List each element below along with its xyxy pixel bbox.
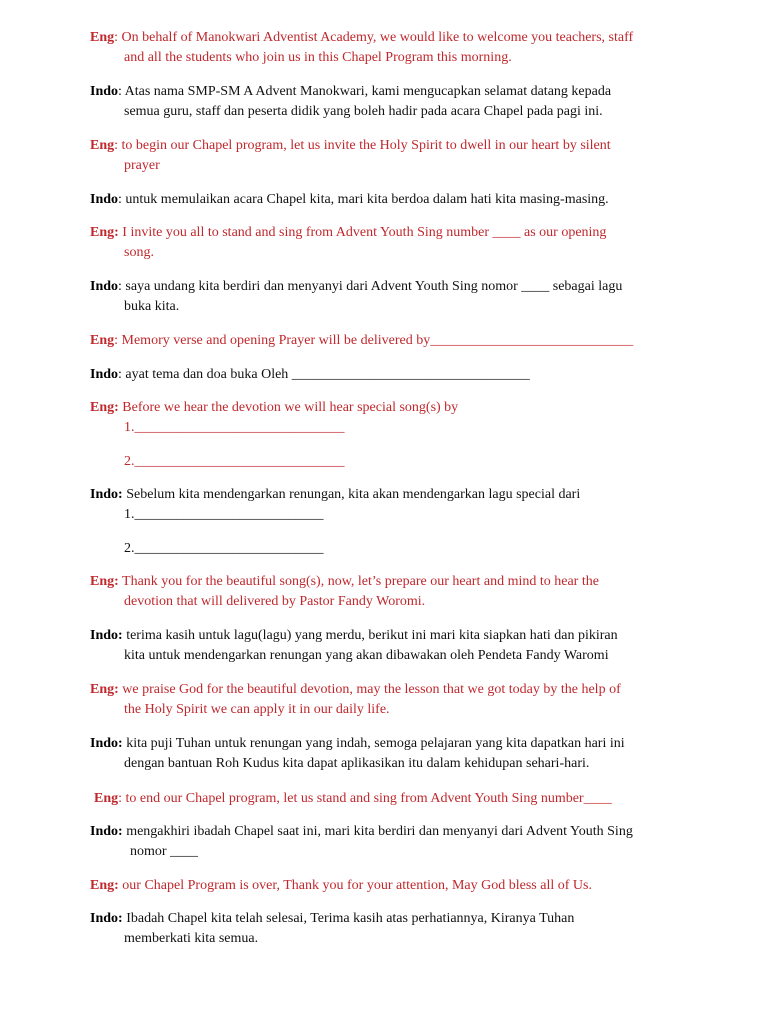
eng-praise-paragraph xyxy=(90,680,690,720)
indo-label: Indo: xyxy=(90,824,123,839)
eng-special-song-blank-2 xyxy=(90,452,690,472)
paragraph-text: Sebelum kita mendengarkan renungan, kita akan mendengarkan lagu special dari xyxy=(122,487,581,502)
paragraph-line xyxy=(90,331,690,351)
eng-label: Eng xyxy=(90,30,115,45)
paragraph-line xyxy=(90,626,690,646)
paragraph-text: : On behalf of Manokwari Adventist Academy, we would like to welcome you teachers, staff xyxy=(114,30,634,45)
indo-silent-prayer-paragraph xyxy=(90,190,690,210)
paragraph-line: nomor ____ xyxy=(130,844,199,859)
paragraph-line: kita untuk mendengarkan renungan yang akan dibawakan oleh Pendeta Fandy Waromi xyxy=(124,648,609,663)
paragraph-text: kita puji Tuhan untuk renungan yang indah, semoga pelajaran yang kita dapatkan hari ini xyxy=(122,736,625,751)
paragraph-text: terima kasih untuk lagu(lagu) yang merdu, berikut ini mari kita siapkan hati dan pikiran xyxy=(122,628,618,643)
paragraph-text: : untuk memulaikan acara Chapel kita, mari kita berdoa dalam hati kita masing-masing. xyxy=(118,192,609,207)
indo-label: Indo: xyxy=(90,911,123,926)
paragraph-text: : Atas nama SMP-SM A Advent Manokwari, kami mengucapkan selamat datang kepada xyxy=(118,84,612,99)
indo-label: Indo: xyxy=(90,628,123,643)
indo-praise-paragraph xyxy=(90,734,690,774)
eng-label: Eng: xyxy=(90,878,119,893)
eng-opening-song-paragraph xyxy=(90,223,690,263)
paragraph-line xyxy=(90,822,690,842)
paragraph-line xyxy=(90,277,690,297)
special-song-blank-1: 1.______________________________ xyxy=(124,420,345,435)
paragraph-line: buka kita. xyxy=(124,299,180,314)
paragraph-text: mengakhiri ibadah Chapel saat ini, mari kita berdiri dan menyanyi dari Advent Youth Sing xyxy=(122,824,633,839)
paragraph-line: semua guru, staff dan peserta didik yang boleh hadir pada acara Chapel pada pagi ini. xyxy=(124,104,603,119)
paragraph-text: : to begin our Chapel program, let us invite the Holy Spirit to dwell in our heart by silent xyxy=(114,138,611,153)
eng-label: Eng: xyxy=(90,400,119,415)
special-song-blank-1: 1.___________________________ xyxy=(124,507,324,522)
eng-label: Eng: xyxy=(90,682,119,697)
indo-closing-song-paragraph xyxy=(90,822,690,862)
paragraph-line xyxy=(90,876,690,896)
indo-label: Indo: xyxy=(90,487,123,502)
indo-welcome-paragraph xyxy=(90,82,690,122)
eng-memory-verse-paragraph xyxy=(90,331,690,351)
indo-label: Indo: xyxy=(90,736,123,751)
special-song-blank-2: 2.______________________________ xyxy=(124,454,345,469)
eng-devotion-intro-paragraph xyxy=(90,572,690,612)
indo-devotion-intro-paragraph xyxy=(90,626,690,666)
paragraph-line xyxy=(90,572,690,592)
special-song-blank-2: 2.___________________________ xyxy=(124,541,324,556)
indo-label: Indo xyxy=(90,192,119,207)
paragraph-text: : Memory verse and opening Prayer will be delivered by_____________________________ xyxy=(114,333,634,348)
paragraph-line: song. xyxy=(124,245,154,260)
eng-label: Eng: xyxy=(90,574,119,589)
paragraph-line: memberkati kita semua. xyxy=(124,931,259,946)
paragraph-line: dengan bantuan Roh Kudus kita dapat aplikasikan itu dalam kehidupan sehari-hari. xyxy=(124,756,590,771)
paragraph-line xyxy=(90,365,690,385)
paragraph-line xyxy=(90,789,690,809)
paragraph-line xyxy=(90,190,690,210)
paragraph-text: we praise God for the beautiful devotion, may the lesson that we got today by the help of xyxy=(118,682,621,697)
indo-special-song-paragraph xyxy=(90,485,690,525)
paragraph-text: : ayat tema dan doa buka Oleh __________________________________ xyxy=(118,367,530,382)
indo-label: Indo xyxy=(90,279,119,294)
eng-label: Eng xyxy=(90,138,115,153)
eng-label: Eng: xyxy=(90,225,119,240)
paragraph-line xyxy=(90,398,690,418)
paragraph-line: prayer xyxy=(124,158,160,173)
paragraph-text: Ibadah Chapel kita telah selesai, Terima kasih atas perhatiannya, Kiranya Tuhan xyxy=(122,911,575,926)
eng-label: Eng xyxy=(94,791,119,806)
indo-closing-paragraph xyxy=(90,909,690,949)
paragraph-line xyxy=(90,734,690,754)
paragraph-line xyxy=(90,485,690,505)
paragraph-text: our Chapel Program is over, Thank you for your attention, May God bless all of Us. xyxy=(118,878,592,893)
indo-label: Indo xyxy=(90,367,119,382)
paragraph-line: and all the students who join us in this Chapel Program this morning. xyxy=(124,50,512,65)
paragraph-text: Thank you for the beautiful song(s), now, let’s prepare our heart and mind to hear the xyxy=(118,574,599,589)
eng-label: Eng xyxy=(90,333,115,348)
eng-silent-prayer-paragraph xyxy=(90,136,690,176)
indo-label: Indo xyxy=(90,84,119,99)
paragraph-line xyxy=(90,136,690,156)
indo-opening-song-paragraph xyxy=(90,277,690,317)
eng-special-song-paragraph xyxy=(90,398,690,438)
paragraph-text: Before we hear the devotion we will hear special song(s) by xyxy=(118,400,459,415)
paragraph-text: I invite you all to stand and sing from Advent Youth Sing number ____ as our opening xyxy=(118,225,607,240)
eng-closing-song-paragraph xyxy=(90,789,690,809)
eng-closing-paragraph xyxy=(90,876,690,896)
paragraph-line: devotion that will delivered by Pastor Fandy Woromi. xyxy=(124,594,426,609)
paragraph-text: : saya undang kita berdiri dan menyanyi dari Advent Youth Sing nomor ____ sebagai lagu xyxy=(118,279,623,294)
indo-special-song-blank-2 xyxy=(90,539,690,559)
paragraph-text: : to end our Chapel program, let us stand and sing from Advent Youth Sing number____ xyxy=(118,791,612,806)
paragraph-line: the Holy Spirit we can apply it in our daily life. xyxy=(124,702,390,717)
paragraph-line xyxy=(90,28,690,48)
paragraph-line xyxy=(90,909,690,929)
paragraph-line xyxy=(90,82,690,102)
eng-welcome-paragraph xyxy=(90,28,690,68)
paragraph-line xyxy=(90,680,690,700)
indo-memory-verse-paragraph xyxy=(90,365,690,385)
paragraph-line xyxy=(90,223,690,243)
